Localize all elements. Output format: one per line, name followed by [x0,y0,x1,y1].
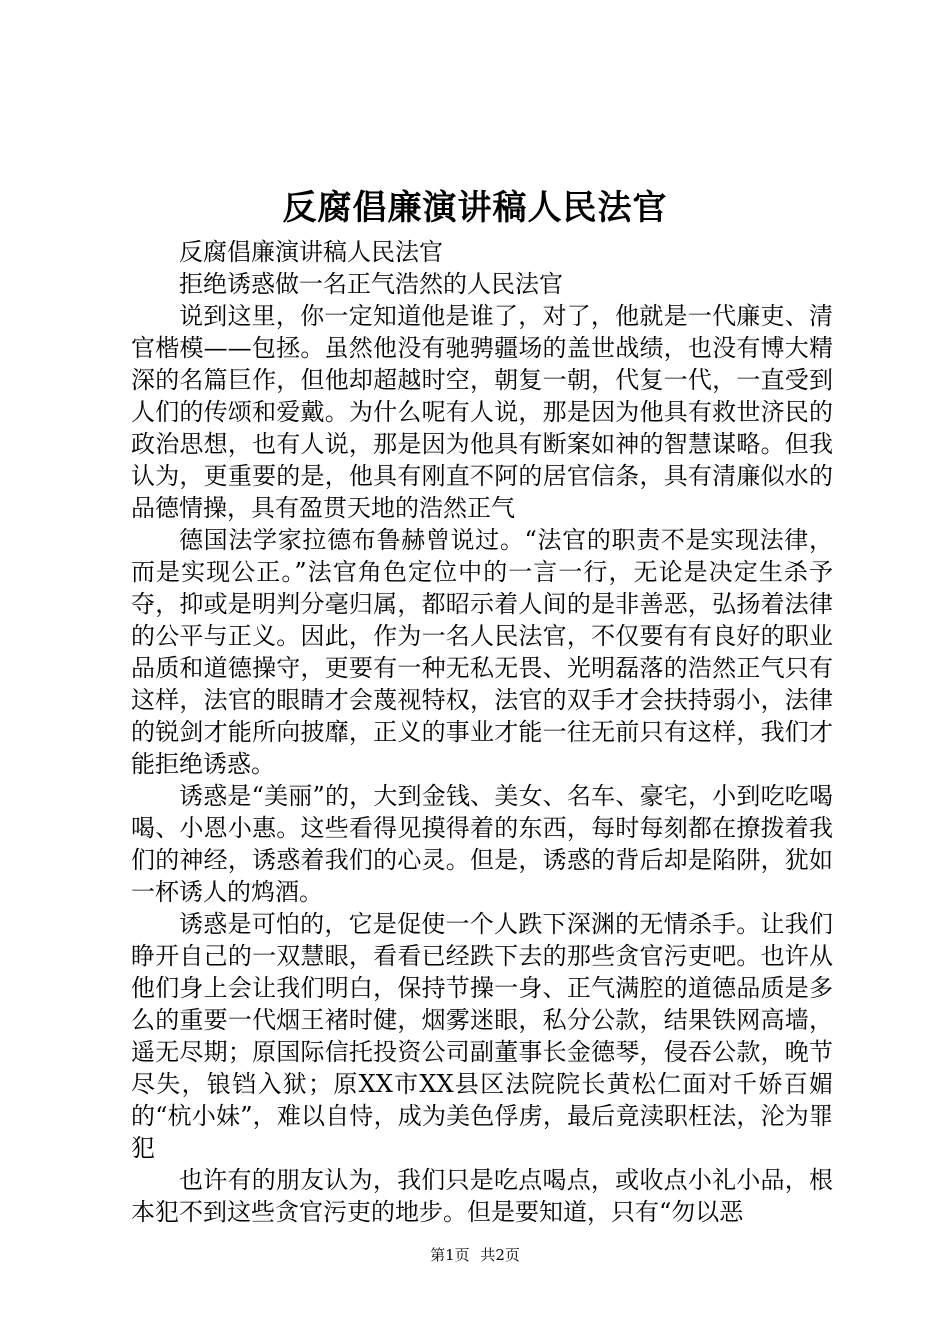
paragraph: 德国法学家拉德布鲁赫曾说过。“法官的职责不是实现法律，而是实现公正。”法官角色定位中的一言一行，无论是决定生杀予夺，抑或是明判分毫归属，都昭示着人间的是非善恶，弘扬着法律的公平与正义。因此，作为一名人民法官，不仅要有有良好的职业品质和道德操守，更要有一种无私无畏、光明磊落的浩然正气只有这样，法官的眼睛才会蔑视特权，法官的双手才会扶持弱小，法律的锐剑才能所向披靡，正义的事业才能一往无前只有这样，我们才能拒绝诱惑。 [131,526,833,778]
document-body [131,236,833,1228]
paragraph: 诱惑是“美丽”的，大到金钱、美女、名车、豪宅，小到吃吃喝喝、小恩小惠。这些看得见摸得着的东西，每时每刻都在撩拨着我们的神经，诱惑着我们的心灵。但是，诱惑的背后却是陷阱，犹如一杯诱人的鸩酒。 [131,782,833,906]
page-total: 共2页 [480,1246,520,1264]
paragraph: 诱惑是可怕的，它是促使一个人跌下深渊的无情杀手。让我们睁开自己的一双慧眼，看看已经跌下去的那些贪官污吏吧。也许从他们身上会让我们明白，保持节操一身、正气满腔的道德品质是多么的重要一代烟王褚时健，烟雾迷眼，私分公款，结果铁网高墙，遥无尽期；原国际信托投资公司副董事长金德琴，侵吞公款，晚节尽失，锒铛入狱；原XX市XX县区法院院长黄松仁面对千娇百媚的“杭小妹”，难以自恃，成为美色俘虏，最后竟渎职枉法，沦为罪犯 [131,910,833,1162]
paragraph: 说到这里，你一定知道他是谁了，对了，他就是一代廉吏、清官楷模——包拯。虽然他没有驰骋疆场的盖世战绩，也没有博大精深的名篇巨作，但他却超越时空，朝复一朝，代复一代，一直受到人们的传颂和爱戴。为什么呢有人说，那是因为他具有救世济民的政治思想，也有人说，那是因为他具有断案如神的智慧谋略。但我认为，更重要的是，他具有刚直不阿的居官信条，具有清廉似水的品德情操，具有盈贯天地的浩然正气 [131,302,833,522]
page-footer [0,1245,950,1265]
paragraph: 也许有的朋友认为，我们只是吃点喝点，或收点小礼小品，根本犯不到这些贪官污吏的地步。但是要知道，只有“勿以恶 [131,1166,833,1226]
paragraph-subtitle: 反腐倡廉演讲稿人民法官 [179,238,443,266]
page-number: 第1页 [430,1246,470,1264]
paragraph-heading: 拒绝诱惑做一名正气浩然的人民法官 [179,270,563,298]
document-title: 反腐倡廉演讲稿人民法官 [282,188,668,228]
